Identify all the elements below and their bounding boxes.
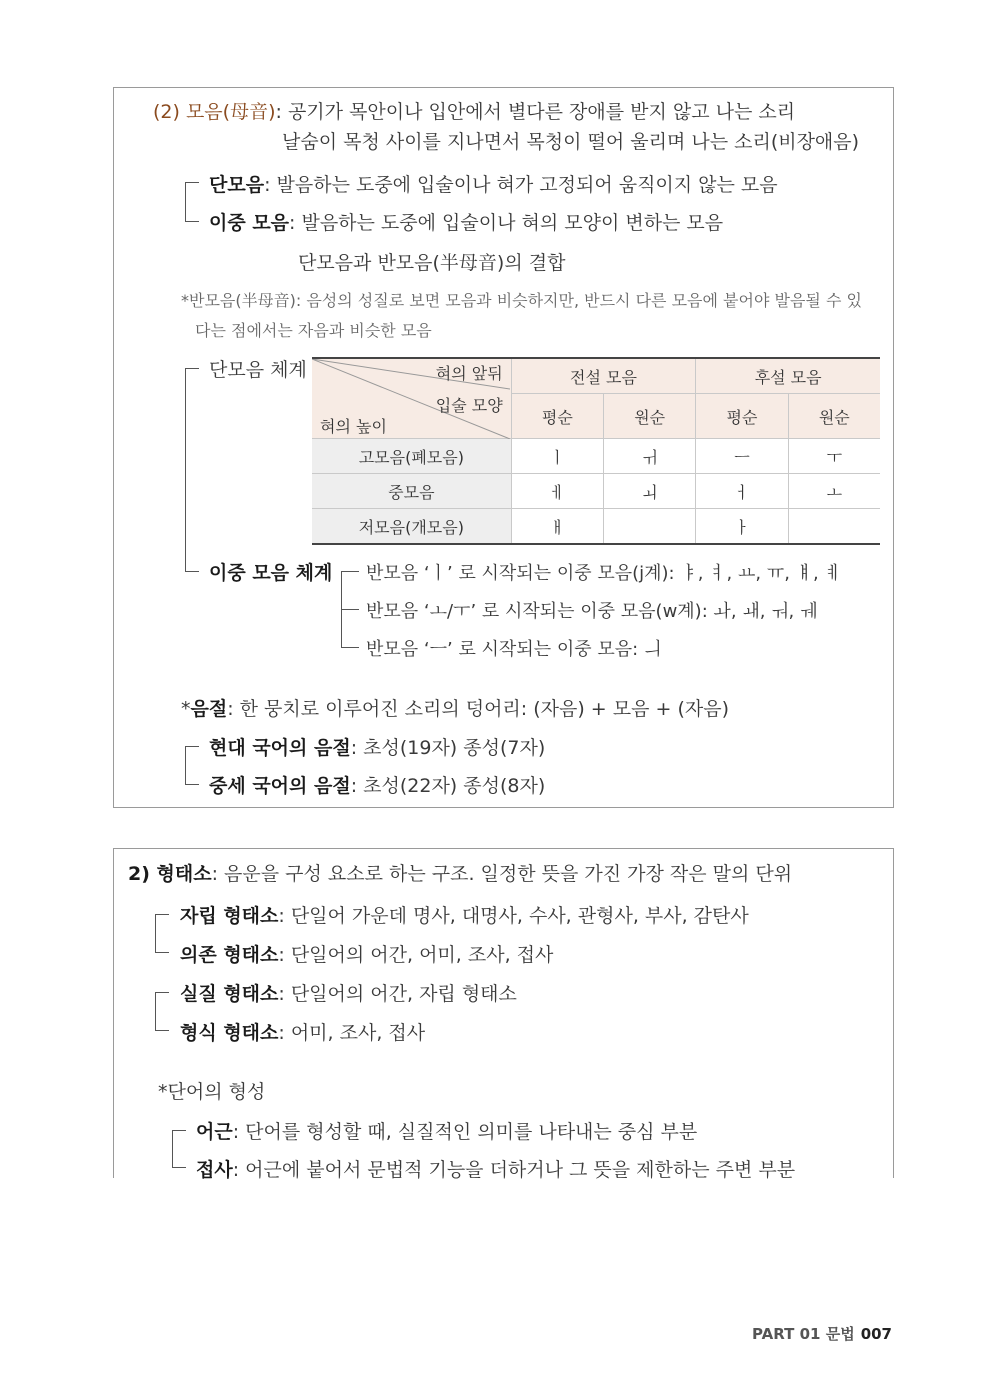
free-bound-bracket (155, 914, 169, 953)
vowel-def2: 날숨이 목청 사이를 지나면서 목청이 떨어 울리며 나는 소리(비장애음) (282, 131, 860, 153)
bound-def: : 단일어의 어간, 어미, 조사, 접사 (278, 944, 554, 966)
modern-term: 현대 국어의 음절 (209, 737, 351, 759)
word-formation-heading: *단어의 형성 (158, 1081, 266, 1103)
page-footer (752, 1323, 892, 1344)
back-vowel-header: 후설 모음 (696, 358, 880, 394)
affix-line (196, 1155, 795, 1182)
table-diagonal-header (312, 358, 511, 439)
diph-line (209, 208, 723, 235)
sub-header-rounded-front: 원순 (604, 394, 696, 439)
syllable-def: : 한 뭉치로 이루어진 소리의 덩어리: (자음) + 모음 + (자음) (227, 698, 729, 720)
diag-tongue-position: 혀의 앞뒤 (435, 364, 503, 383)
root-affix-bracket (172, 1130, 186, 1168)
morpheme-title: 2) 형태소 (128, 863, 212, 885)
sub-header-rounded-back: 원순 (788, 394, 880, 439)
root-term: 어근 (196, 1121, 233, 1143)
vowel-def1: : 공기가 목안이나 입안에서 별다른 장애를 받지 않고 나는 소리 (275, 101, 796, 123)
formal-term: 형식 형태소 (180, 1022, 279, 1044)
diph-item-tick (341, 647, 359, 648)
formal-morpheme-line (180, 1018, 425, 1045)
syllable-line (181, 694, 729, 721)
row-label: 고모음(폐모음) (312, 439, 511, 474)
sub-header-unrounded-back: 평순 (696, 394, 788, 439)
mono-diph-bracket (185, 182, 199, 222)
diph-item-eu: 반모음 ‘ㅡ’ 로 시작되는 이중 모음: ㅢ (366, 639, 662, 660)
front-vowel-header: 전설 모음 (511, 358, 696, 394)
medieval-syllable-line (209, 771, 545, 798)
row-label: 저모음(개모음) (312, 509, 511, 545)
morpheme-title-line (128, 859, 792, 886)
vowel-cell: ㅐ (511, 509, 603, 545)
mono-term: 단모음 (209, 174, 265, 196)
syllable-bracket (185, 746, 199, 785)
semivowel-note-line1: *반모음(半母音): 음성의 성질로 보면 모음과 비슷하지만, 반드시 다른 모음에 붙어야 발음될 수 있 (181, 291, 862, 310)
vowel-cell: ㅣ (511, 439, 603, 474)
syllable-star: * (181, 698, 191, 720)
diph-item-j: 반모음 ‘ㅣ’ 로 시작되는 이중 모음(j계): ㅑ, ㅕ, ㅛ, ㅠ, ㅒ, ㅖ (366, 563, 842, 584)
mono-def: : 발음하는 도중에 입술이나 혀가 고정되어 움직이지 않는 모음 (264, 174, 778, 196)
diph-def: : 발음하는 도중에 입술이나 혀의 모양이 변하는 모음 (289, 212, 724, 234)
diph-item-w: 반모음 ‘ㅗ/ㅜ’ 로 시작되는 이중 모음(w계): ㅘ, ㅙ, ㅝ, ㅞ (366, 601, 818, 622)
vowel-cell (788, 509, 880, 545)
vowel-title: (2) 모음(母音) (153, 101, 276, 123)
vowel-cell: ㅡ (696, 439, 788, 474)
vowel-cell: ㅟ (604, 439, 696, 474)
morpheme-def: : 음운을 구성 요소로 하는 구조. 일정한 뜻을 가진 가장 작은 말의 단위 (211, 863, 793, 885)
lexical-term: 실질 형태소 (180, 983, 279, 1005)
table-row-low (312, 509, 880, 545)
row-label: 중모음 (312, 474, 511, 509)
semivowel-note-line2: 다는 점에서는 자음과 비슷한 모음 (195, 321, 432, 340)
footer-part: PART 01 문법 (752, 1325, 855, 1343)
free-term: 자립 형태소 (180, 905, 279, 927)
diph-def2: 단모음과 반모음(半母音)의 결합 (298, 252, 566, 274)
free-def: : 단일어 가운데 명사, 대명사, 수사, 관형사, 부사, 감탄사 (278, 905, 749, 927)
diph-item-tick (341, 609, 359, 610)
table-row-high (312, 439, 880, 474)
syllable-term: 음절 (190, 698, 228, 720)
mono-line (209, 170, 778, 197)
medieval-term: 중세 국어의 음절 (209, 775, 351, 797)
monophthong-table (312, 357, 880, 545)
free-morpheme-line (180, 901, 749, 928)
mono-system-label: 단모음 체계 (209, 359, 307, 381)
root-def: : 단어를 형성할 때, 실질적인 의미를 나타내는 중심 부분 (232, 1121, 698, 1143)
modern-def: : 초성(19자) 종성(7자) (350, 737, 546, 759)
page-number: 007 (860, 1325, 892, 1343)
formal-def: : 어미, 조사, 접사 (278, 1022, 426, 1044)
vowel-cell: ㅗ (788, 474, 880, 509)
affix-term: 접사 (196, 1159, 233, 1181)
lexical-morpheme-line (180, 979, 517, 1006)
diph-system-label: 이중 모음 체계 (209, 562, 333, 584)
sub-header-unrounded-front: 평순 (511, 394, 603, 439)
table-row-mid (312, 474, 880, 509)
vowel-cell: ㅜ (788, 439, 880, 474)
medieval-def: : 초성(22자) 종성(8자) (350, 775, 546, 797)
root-line (196, 1117, 697, 1144)
diag-lip-shape: 입술 모양 (435, 396, 503, 415)
vowel-definition-line1 (153, 97, 795, 124)
bound-morpheme-line (180, 940, 553, 967)
vowel-cell: ㅔ (511, 474, 603, 509)
bound-term: 의존 형태소 (180, 944, 279, 966)
lexical-formal-bracket (155, 992, 169, 1031)
vowel-cell: ㅓ (696, 474, 788, 509)
vowel-cell (604, 509, 696, 545)
diag-tongue-height: 혀의 높이 (320, 417, 387, 436)
modern-syllable-line (209, 733, 545, 760)
vowel-system-bracket (185, 368, 199, 572)
affix-def: : 어근에 붙어서 문법적 기능을 더하거나 그 뜻을 제한하는 주변 부분 (232, 1159, 796, 1181)
vowel-cell: ㅚ (604, 474, 696, 509)
lexical-def: : 단일어의 어간, 자립 형태소 (278, 983, 517, 1005)
diph-term: 이중 모음 (209, 212, 290, 234)
diph-item-tick (341, 571, 359, 572)
vowel-cell: ㅏ (696, 509, 788, 545)
